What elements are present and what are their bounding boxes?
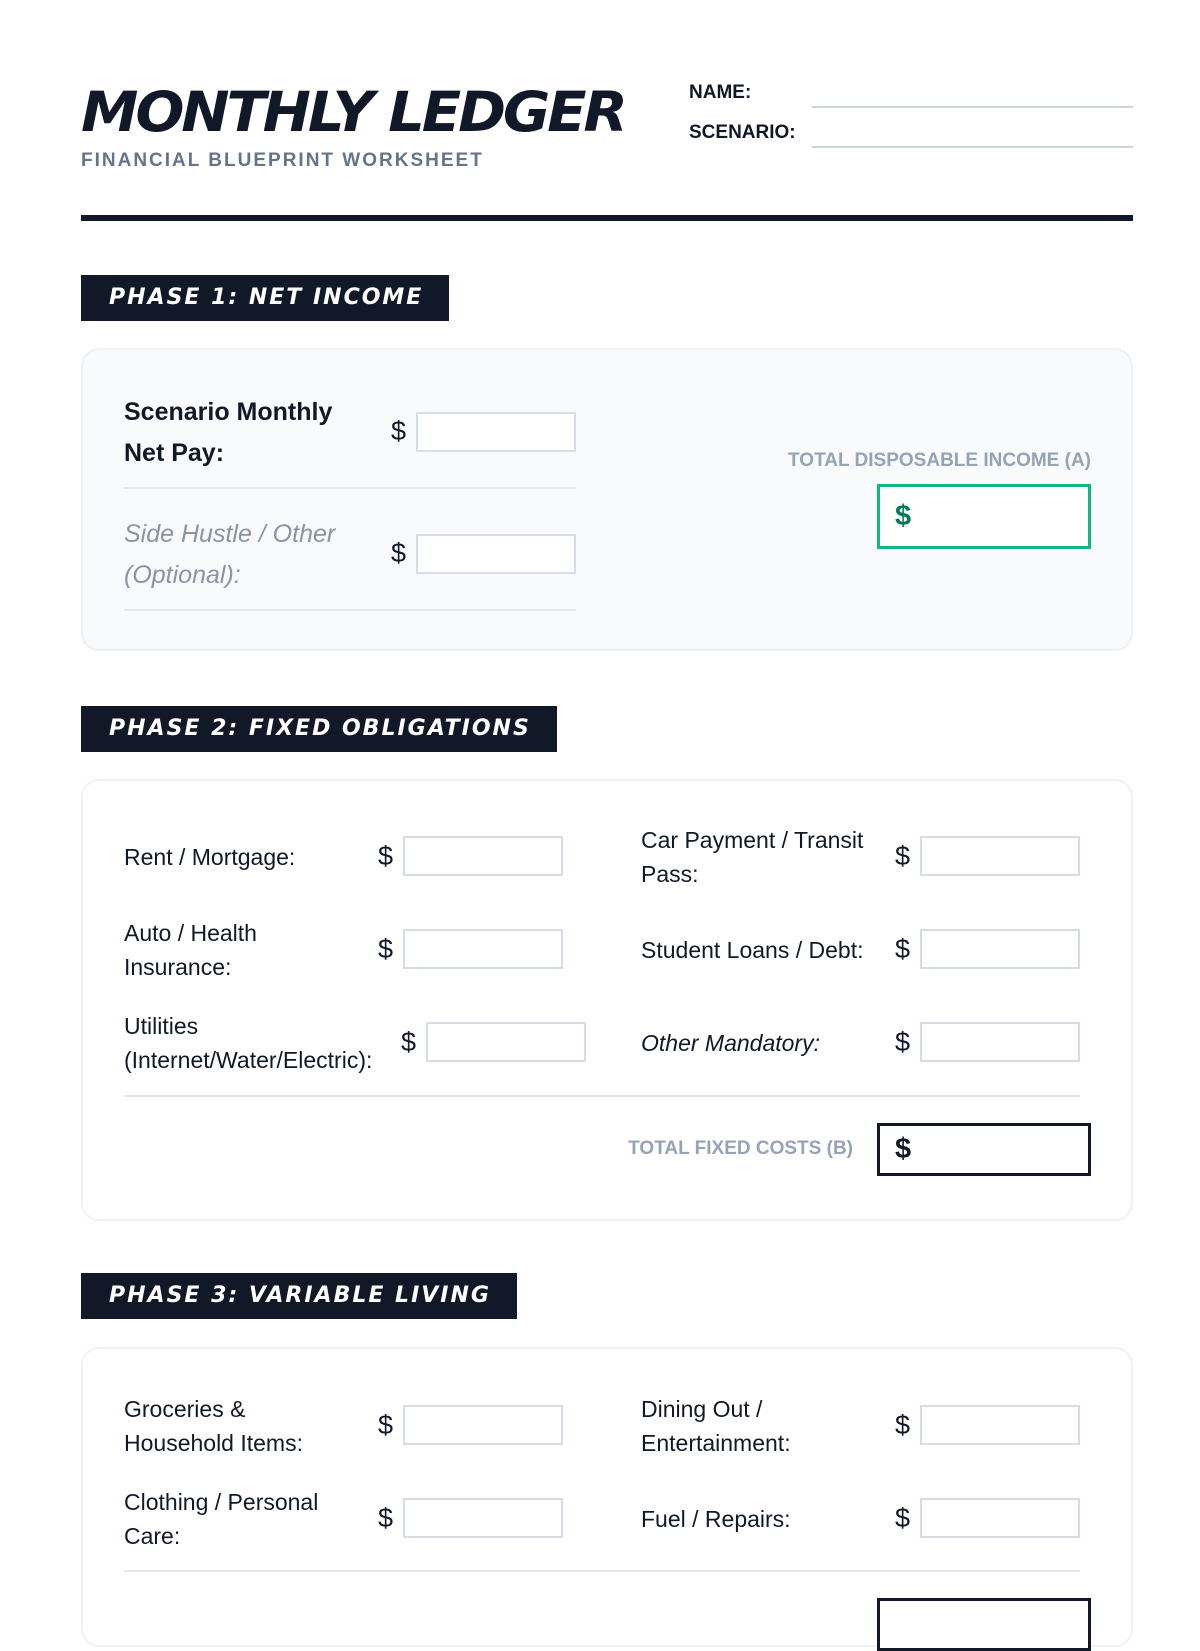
other-mandatory-currency: $ — [895, 1027, 911, 1057]
phase3-card — [81, 1347, 1133, 1647]
phase2-heading: PHASE 2: FIXED OBLIGATIONS — [81, 706, 557, 752]
dining-out-currency: $ — [895, 1410, 911, 1440]
page-title: MONTHLY LEDGER — [81, 80, 625, 144]
net-pay-currency: $ — [391, 416, 407, 446]
dining-out-input[interactable] — [920, 1405, 1080, 1445]
name-field[interactable] — [812, 106, 1133, 108]
net-pay-input[interactable] — [416, 412, 576, 452]
car-payment-label: Car Payment / Transit Pass: — [641, 827, 864, 887]
fuel-repairs-currency: $ — [895, 1503, 911, 1533]
insurance-currency: $ — [378, 934, 394, 964]
total-income-field[interactable]: $ — [877, 484, 1091, 549]
car-payment-input[interactable] — [920, 836, 1080, 876]
insurance-input[interactable] — [403, 929, 563, 969]
clothing-input[interactable] — [403, 1498, 563, 1538]
scenario-label: SCENARIO: — [689, 122, 796, 143]
net-pay-divider — [124, 487, 576, 489]
fuel-repairs-input[interactable] — [920, 1498, 1080, 1538]
student-loans-currency: $ — [895, 934, 911, 964]
rent-mortgage-label: Rent / Mortgage: — [124, 844, 296, 870]
side-hustle-label: Side Hustle / Other (Optional): — [124, 520, 336, 589]
phase2-divider — [124, 1095, 1080, 1097]
total-income-label: TOTAL DISPOSABLE INCOME (A) — [788, 450, 1091, 471]
header-divider — [81, 215, 1133, 221]
phase3-heading: PHASE 3: VARIABLE LIVING — [81, 1273, 517, 1319]
name-row — [689, 78, 1133, 108]
utilities-input[interactable] — [426, 1022, 586, 1062]
scenario-row — [689, 118, 1133, 148]
fuel-repairs-label: Fuel / Repairs: — [641, 1506, 791, 1532]
other-mandatory-input[interactable] — [920, 1022, 1080, 1062]
total-fixed-field[interactable]: $ — [877, 1123, 1091, 1176]
side-hustle-divider — [124, 609, 576, 611]
phase1-heading: PHASE 1: NET INCOME — [81, 275, 449, 321]
total-fixed-label: TOTAL FIXED COSTS (B) — [628, 1138, 853, 1159]
clothing-currency: $ — [378, 1503, 394, 1533]
phase3-divider — [124, 1570, 1080, 1572]
utilities-currency: $ — [401, 1027, 417, 1057]
insurance-label: Auto / Health Insurance: — [124, 920, 257, 980]
student-loans-label: Student Loans / Debt: — [641, 937, 864, 963]
side-hustle-currency: $ — [391, 538, 407, 568]
student-loans-input[interactable] — [920, 929, 1080, 969]
name-label: NAME: — [689, 82, 752, 103]
rent-mortgage-currency: $ — [378, 841, 394, 871]
total-variable-field[interactable] — [877, 1598, 1091, 1651]
groceries-label: Groceries & Household Items: — [124, 1396, 303, 1456]
phase2-card — [81, 779, 1133, 1221]
scenario-field[interactable] — [812, 146, 1133, 148]
dining-out-label: Dining Out / Entertainment: — [641, 1396, 791, 1456]
utilities-label: Utilities (Internet/Water/Electric): — [124, 1013, 373, 1073]
other-mandatory-label: Other Mandatory: — [641, 1030, 820, 1056]
side-hustle-input[interactable] — [416, 534, 576, 574]
groceries-input[interactable] — [403, 1405, 563, 1445]
car-payment-currency: $ — [895, 841, 911, 871]
clothing-label: Clothing / Personal Care: — [124, 1489, 319, 1549]
ledger-page — [81, 0, 1133, 1600]
groceries-currency: $ — [378, 1410, 394, 1440]
phase1-card — [81, 348, 1133, 651]
page-subtitle: FINANCIAL BLUEPRINT WORKSHEET — [81, 150, 484, 171]
rent-mortgage-input[interactable] — [403, 836, 563, 876]
net-pay-label: Scenario Monthly Net Pay: — [124, 398, 333, 467]
